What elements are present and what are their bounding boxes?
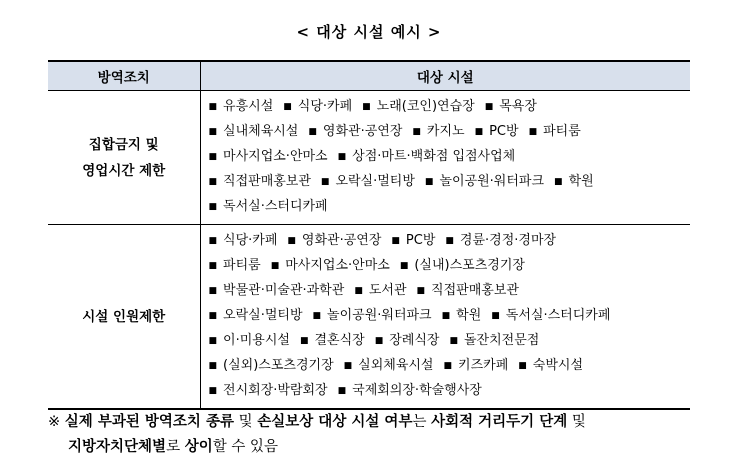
square-bullet-icon: ■ [283, 102, 292, 112]
square-bullet-icon: ■ [424, 177, 434, 187]
facility-item [518, 358, 583, 373]
facility-item [287, 233, 381, 248]
facility-name: 파티룸 [223, 258, 261, 273]
square-bullet-icon: ■ [299, 336, 309, 346]
facility-line [209, 170, 691, 195]
measure-line: 영업시간 제한 [82, 162, 166, 179]
facility-name: 직접판매홍보관 [431, 283, 519, 298]
square-bullet-icon: ■ [208, 386, 218, 396]
facility-item [321, 174, 415, 189]
footnote-text: 실제 부과된 방역조치 종류 [64, 414, 234, 430]
facility-name: 유흥시설 [223, 99, 274, 114]
footnote [48, 410, 708, 460]
facility-line [209, 329, 691, 354]
facility-name: 박물관·미술관·과학관 [223, 283, 345, 298]
facility-name: 파티룸 [543, 124, 581, 139]
square-bullet-icon: ■ [354, 286, 363, 296]
square-bullet-icon: ■ [312, 311, 322, 321]
facility-name: 카지노 [426, 124, 465, 139]
facility-name: PC방 [489, 124, 519, 139]
footnote-text: 지방자치단체별 [68, 439, 167, 455]
facility-item [529, 124, 581, 139]
facility-line [209, 229, 691, 254]
facility-name: 독서실·스터디카페 [223, 199, 328, 214]
facility-line [209, 379, 691, 404]
square-bullet-icon: ■ [445, 236, 454, 246]
facility-item [209, 358, 334, 373]
facility-name: 식당·카페 [223, 233, 278, 248]
facility-name: 실내체육시설 [223, 124, 299, 139]
facilities-cell [200, 91, 690, 225]
facility-name: 놀이공원·워터파크 [327, 308, 432, 323]
facility-name: 목욕장 [499, 99, 537, 114]
facility-name: 오락실·멀티방 [223, 308, 303, 323]
facility-line [209, 120, 691, 145]
measure-cell [48, 91, 200, 225]
facility-item [425, 174, 544, 189]
facility-item [417, 283, 519, 298]
square-bullet-icon: ■ [208, 311, 218, 321]
facility-name: 경륜·경정·경마장 [459, 233, 557, 248]
facility-name: 학원 [568, 174, 594, 189]
facility-name: (실내)스포츠경기장 [414, 258, 525, 273]
square-bullet-icon: ■ [208, 202, 218, 212]
facility-item [209, 308, 303, 323]
footnote-text: 상이 [184, 439, 213, 455]
square-bullet-icon: ■ [416, 286, 426, 296]
facility-name: 식당·카페 [297, 99, 353, 114]
facility-item [209, 199, 328, 214]
facility-item [338, 383, 482, 398]
facility-item [485, 99, 537, 114]
facility-item [209, 99, 274, 114]
square-bullet-icon: ■ [337, 386, 347, 396]
reference-mark: ※ [48, 414, 61, 430]
facility-name: 독서실·스터디카페 [505, 308, 611, 323]
square-bullet-icon: ■ [208, 236, 218, 246]
square-bullet-icon: ■ [208, 336, 218, 346]
facility-item [283, 99, 352, 114]
square-bullet-icon: ■ [412, 127, 421, 137]
facility-item [554, 174, 594, 189]
facility-line [209, 304, 691, 329]
facility-name: 돌잔치전문점 [463, 333, 540, 348]
facility-name: 오락실·멀티방 [335, 174, 415, 189]
square-bullet-icon: ■ [337, 152, 347, 162]
square-bullet-icon: ■ [443, 361, 453, 371]
square-bullet-icon: ■ [208, 286, 218, 296]
square-bullet-icon: ■ [491, 311, 500, 321]
header-measure: 방역조치 [48, 61, 200, 91]
square-bullet-icon: ■ [208, 361, 218, 371]
square-bullet-icon: ■ [362, 102, 371, 112]
facility-name: 실외체육시설 [358, 358, 434, 373]
facility-item [362, 99, 475, 114]
square-bullet-icon: ■ [320, 177, 330, 187]
square-bullet-icon: ■ [208, 127, 218, 137]
square-bullet-icon: ■ [391, 236, 400, 246]
table-row [48, 91, 690, 225]
table-header-row [48, 61, 690, 91]
facility-item [400, 258, 525, 273]
footnote-text: 및 [234, 414, 258, 430]
table-row [48, 225, 690, 410]
square-bullet-icon: ■ [343, 361, 353, 371]
footnote-text: 로 [166, 439, 185, 455]
facility-item [354, 283, 406, 298]
square-bullet-icon: ■ [208, 177, 218, 187]
facility-name: 전시회장·박람회장 [223, 383, 328, 398]
facility-item [313, 308, 432, 323]
measure-cell [48, 225, 200, 410]
facility-name: 장례식장 [389, 333, 440, 348]
facility-name: 키즈카페 [458, 358, 509, 373]
facility-name: (실외)스포츠경기장 [223, 358, 334, 373]
square-bullet-icon: ■ [287, 236, 296, 246]
footnote-text: 할 수 있음 [212, 439, 278, 455]
page-title: < 대상 시설 예시 > [296, 23, 442, 41]
facility-item [308, 124, 402, 139]
facility-item [445, 233, 556, 248]
square-bullet-icon: ■ [484, 102, 494, 112]
square-bullet-icon: ■ [474, 127, 484, 137]
facility-item [209, 149, 328, 164]
facility-name: 영화관·공연장 [322, 124, 403, 139]
facility-line [209, 95, 691, 120]
facility-item [209, 333, 290, 348]
facility-item [300, 333, 365, 348]
facility-item [491, 308, 610, 323]
measure-line: 시설 인원제한 [82, 308, 166, 325]
facility-name: 마사지업소·안마소 [285, 258, 390, 273]
facility-line [209, 254, 691, 279]
footnote-text: 는 [412, 414, 432, 430]
facility-item [444, 358, 509, 373]
facility-line [209, 354, 691, 379]
facility-name: 노래(코인)연습장 [376, 99, 475, 114]
square-bullet-icon: ■ [518, 361, 527, 371]
facility-name: 놀이공원·워터파크 [439, 174, 545, 189]
footnote-text: 손실보상 대상 시설 여부 [257, 414, 413, 430]
facility-name: 상점·마트·백화점 입점사업체 [352, 149, 516, 164]
footnote-text: 사회적 거리두기 단계 [431, 414, 568, 430]
facility-item [442, 308, 482, 323]
facility-name: 직접판매홍보관 [223, 174, 311, 189]
facility-name: 숙박시설 [532, 358, 583, 373]
footnote-line-2 [48, 435, 708, 460]
facility-table [48, 60, 690, 410]
facility-item [449, 333, 539, 348]
square-bullet-icon: ■ [399, 261, 409, 271]
facility-item [475, 124, 519, 139]
facility-name: 마사지업소·안마소 [223, 149, 328, 164]
facility-name: 이·미용시설 [223, 333, 290, 348]
square-bullet-icon: ■ [208, 152, 218, 162]
square-bullet-icon: ■ [270, 261, 280, 271]
facility-item [209, 283, 345, 298]
facility-line [209, 145, 691, 170]
facility-item [344, 358, 434, 373]
facility-name: 영화관·공연장 [301, 233, 382, 248]
facility-item [391, 233, 435, 248]
header-facilities: 대상 시설 [200, 61, 690, 91]
facility-item [375, 333, 440, 348]
facility-name: 학원 [456, 308, 482, 323]
facility-item [209, 174, 311, 189]
square-bullet-icon: ■ [374, 336, 384, 346]
facility-item [209, 258, 261, 273]
facility-item [271, 258, 390, 273]
facility-item [412, 124, 464, 139]
square-bullet-icon: ■ [449, 336, 458, 346]
square-bullet-icon: ■ [554, 177, 563, 187]
facility-name: 결혼식장 [314, 333, 365, 348]
facilities-cell [200, 225, 690, 410]
footnote-text: 및 [567, 414, 586, 430]
facility-name: PC방 [405, 233, 436, 248]
square-bullet-icon: ■ [441, 311, 451, 321]
facility-item [209, 233, 278, 248]
footnote-line-1 [48, 410, 708, 435]
facility-line [209, 195, 691, 220]
square-bullet-icon: ■ [308, 127, 317, 137]
facility-name: 국제회의장·학술행사장 [352, 383, 482, 398]
square-bullet-icon: ■ [208, 261, 218, 271]
square-bullet-icon: ■ [208, 102, 218, 112]
facility-line [209, 279, 691, 304]
facility-name: 도서관 [368, 283, 407, 298]
measure-line: 집합금지 및 [88, 136, 159, 153]
facility-item [338, 149, 516, 164]
facility-item [209, 124, 299, 139]
facility-item [209, 383, 328, 398]
square-bullet-icon: ■ [528, 127, 538, 137]
